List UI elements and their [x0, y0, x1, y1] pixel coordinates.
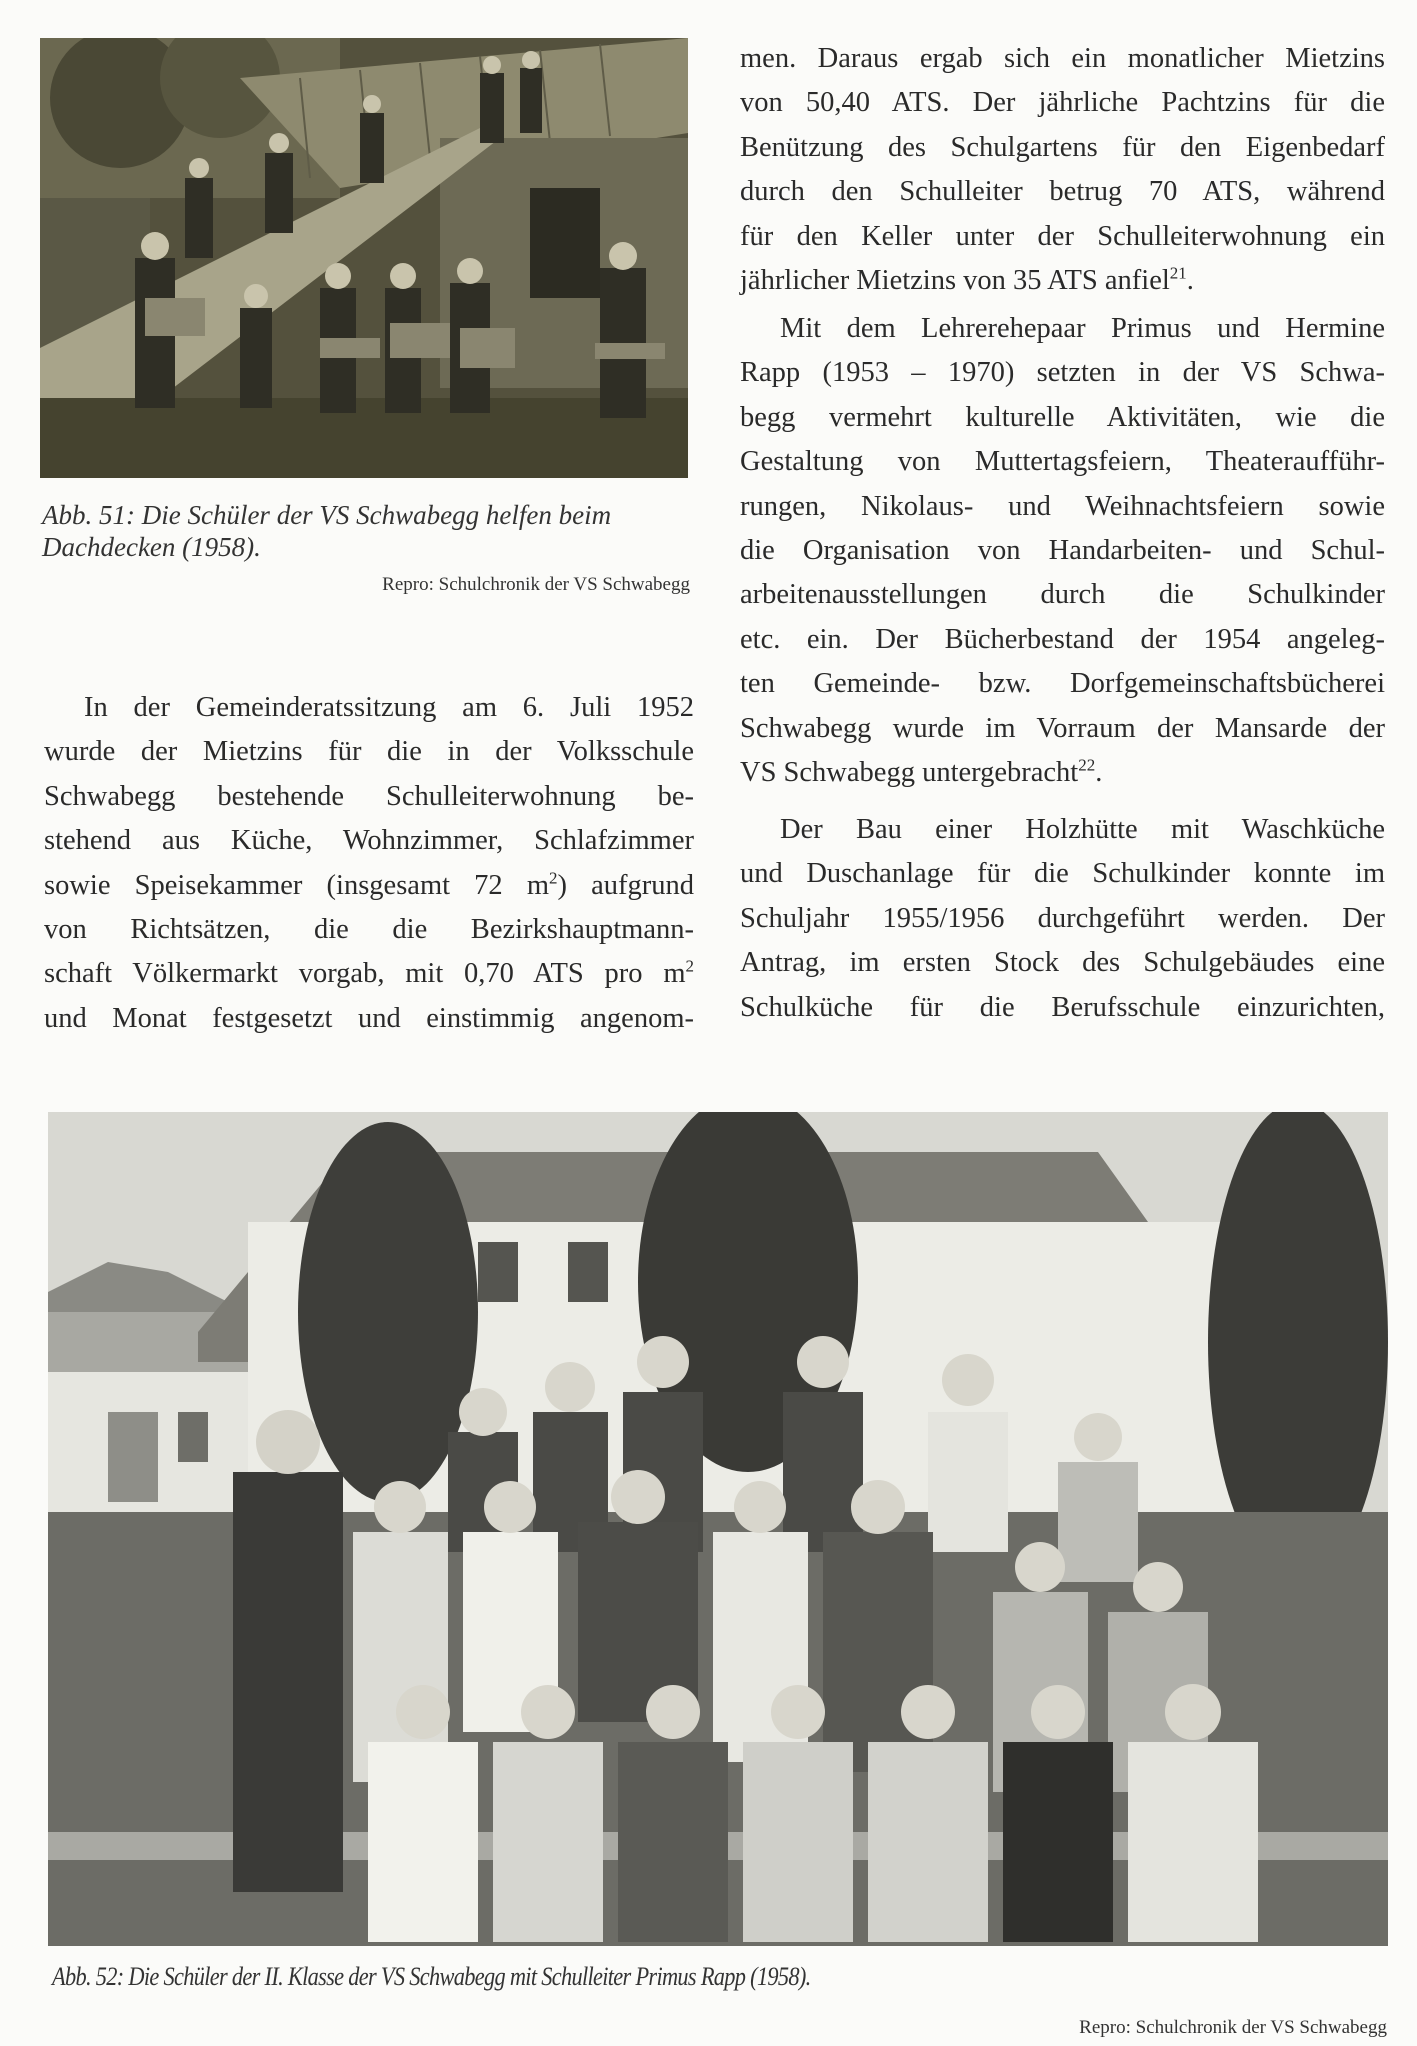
right-column-paragraph-1 — [740, 37, 1385, 303]
text-line: und Duschanlage für die Schulkinder konnte im — [740, 858, 1385, 890]
figure-51-caption-line-2: Dachdecken (1958). — [42, 532, 261, 562]
paragraph-rent — [44, 686, 694, 1041]
text-line: Antrag, im ersten Stock des Schulgebäudes eine — [740, 947, 1385, 979]
text-fragment: ) aufgrund — [557, 869, 694, 901]
text-line: arbeitenausstellungen durch die Schulkinder — [740, 579, 1385, 611]
text-line: Benützung des Schulgartens für den Eigenbedarf — [740, 131, 1385, 163]
text-line: begg vermehrt kulturelle Aktivitäten, wie die — [740, 401, 1385, 433]
text-line: wurde der Mietzins für die in der Volksschule — [44, 736, 694, 768]
text-line: von Richtsätzen, die die Bezirkshauptmann- — [44, 914, 694, 946]
paragraph-rent-continued — [740, 37, 1385, 303]
text-line: und Monat festgesetzt und einstimmig angenom- — [44, 1002, 694, 1034]
text-fragment: jährlicher Mietzins von 35 ATS anfiel — [740, 265, 1170, 297]
left-column — [44, 686, 694, 1041]
footnote-ref-21: 21 — [1169, 263, 1187, 283]
text-line: Rapp (1953 – 1970) setzten in der VS Schwa- — [740, 357, 1385, 389]
paragraph-wooden-hut — [740, 808, 1385, 1030]
text-line: etc. ein. Der Bücherbestand der 1954 angeleg- — [740, 623, 1385, 655]
text-fragment: schaft Völkermarkt vorgab, mit 0,70 ATS pro m — [44, 958, 686, 990]
right-column-paragraph-3 — [740, 808, 1385, 1030]
photo-class-group — [48, 1112, 1388, 1946]
text-fragment: . — [1186, 265, 1194, 297]
figure-51-credit: Repro: Schulchronik der VS Schwabegg — [382, 574, 690, 595]
text-line: die Organisation von Handarbeiten- und Schul- — [740, 535, 1385, 567]
figure-52-caption: Abb. 52: Die Schüler der II. Klasse der VS Schwabegg mit Schulleiter Primus Rapp (1958). — [52, 1962, 811, 1991]
text-line: Schulküche für die Berufsschule einzurichten, — [740, 991, 1385, 1023]
text-line: men. Daraus ergab sich ein monatlicher Mietzins — [740, 43, 1385, 74]
paragraph-cultural-activities — [740, 307, 1385, 795]
text-line: Gestaltung von Muttertagsfeiern, Theateraufführ- — [740, 446, 1385, 478]
text-fragment: VS Schwabegg untergebracht — [740, 757, 1079, 789]
text-line: Schuljahr 1955/1956 durchgeführt werden. Der — [740, 902, 1385, 934]
photo-children-roofing — [40, 38, 688, 478]
text-line — [740, 751, 1385, 795]
text-line: rungen, Nikolaus- und Weihnachtsfeiern sowie — [740, 490, 1385, 522]
text-line — [44, 952, 694, 996]
footnote-ref-22: 22 — [1078, 755, 1096, 775]
photo-class-illustration — [48, 1112, 1388, 1946]
figure-51-caption — [42, 499, 692, 563]
right-column-paragraph-2 — [740, 307, 1385, 795]
superscript-2: 2 — [548, 868, 558, 888]
text-line — [44, 864, 694, 908]
text-line: Mit dem Lehrerehepaar Primus und Hermine — [780, 313, 1385, 344]
text-line: In der Gemeinderatssitzung am 6. Juli 1952 — [84, 692, 694, 723]
text-line — [740, 259, 1385, 303]
text-fragment: sowie Speisekammer (insgesamt 72 m — [44, 869, 549, 901]
text-line: von 50,40 ATS. Der jährliche Pachtzins für die — [740, 87, 1385, 119]
text-fragment: . — [1095, 757, 1103, 789]
text-line: durch den Schulleiter betrug 70 ATS, während — [740, 176, 1385, 208]
figure-51-caption-line-1: Abb. 51: Die Schüler der VS Schwabegg helfen beim — [42, 500, 612, 530]
text-line: ten Gemeinde- bzw. Dorfgemeinschaftsbücherei — [740, 668, 1385, 700]
text-line: stehend aus Küche, Wohnzimmer, Schlafzimmer — [44, 825, 694, 857]
superscript-2: 2 — [685, 956, 694, 976]
figure-52-credit: Repro: Schulchronik der VS Schwabegg — [1079, 2017, 1387, 2038]
text-line: Der Bau einer Holzhütte mit Waschküche — [780, 814, 1385, 845]
photo-roofing-illustration — [40, 38, 688, 478]
text-line: Schwabegg bestehende Schulleiterwohnung be- — [44, 780, 694, 812]
text-line: für den Keller unter der Schulleiterwohnung ein — [740, 220, 1385, 252]
text-line: Schwabegg wurde im Vorraum der Mansarde der — [740, 712, 1385, 744]
